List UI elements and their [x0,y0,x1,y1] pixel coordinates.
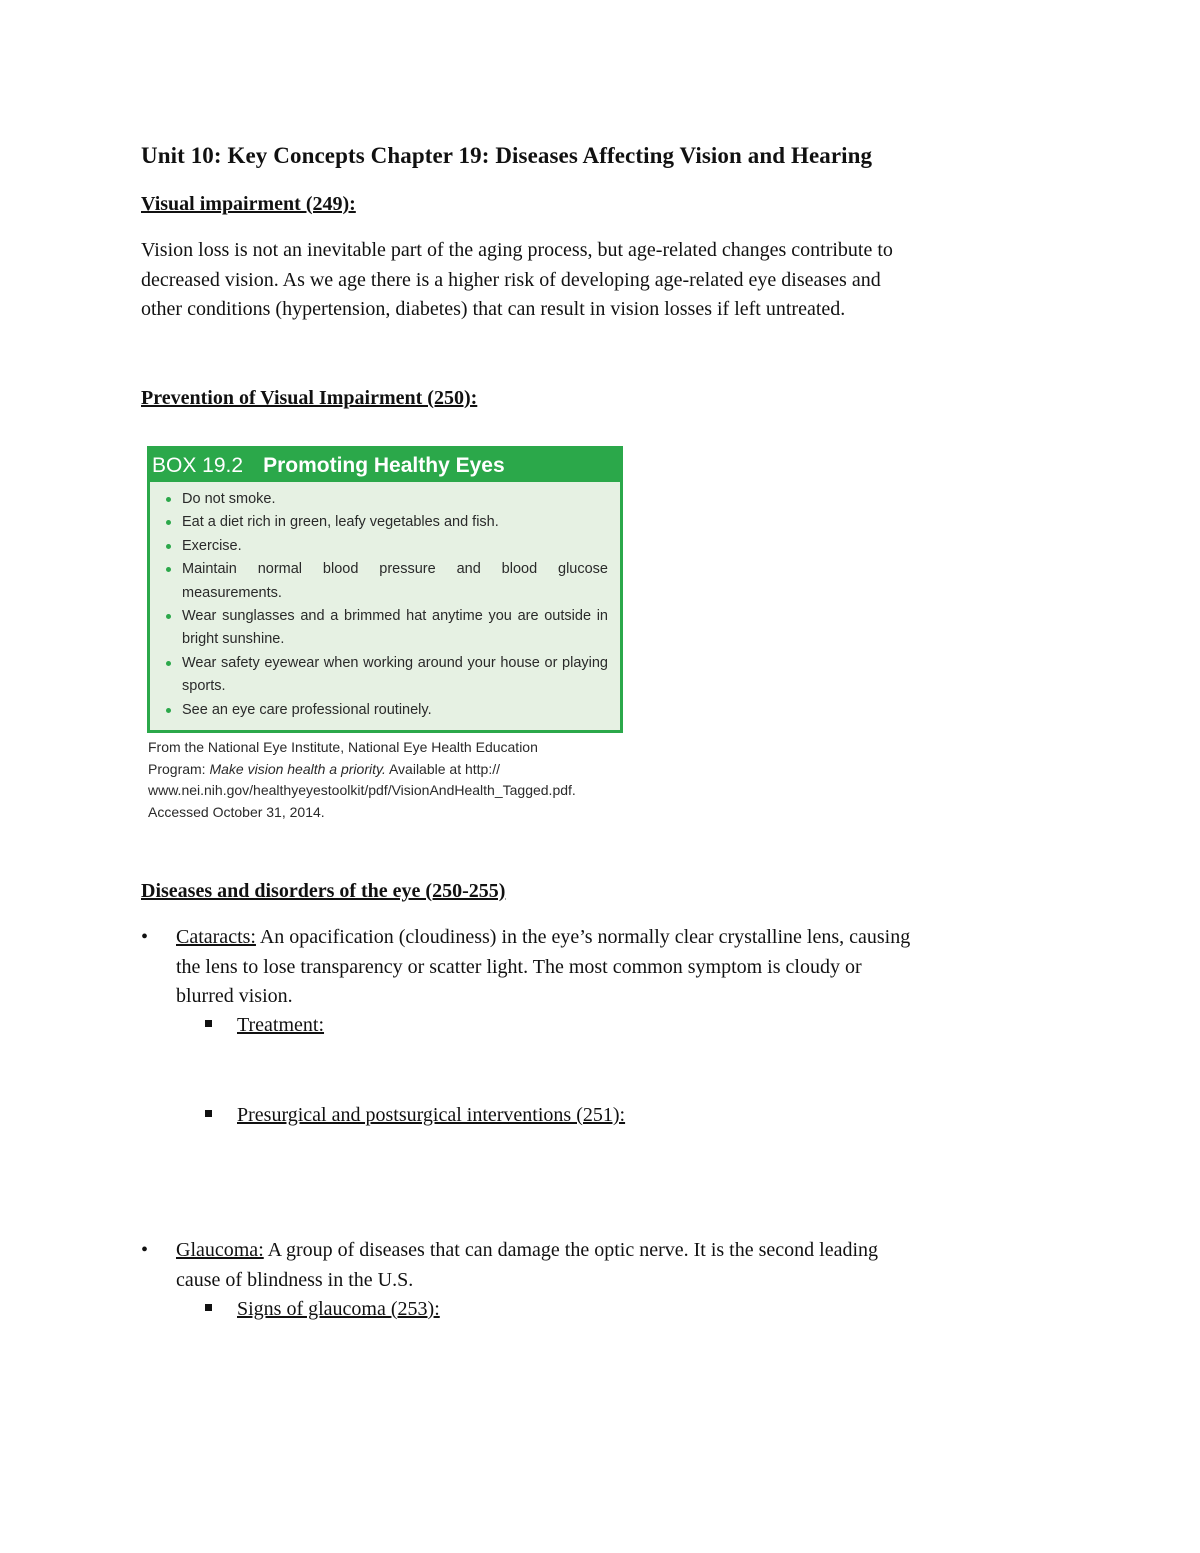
square-bullet-icon [205,1304,212,1311]
bullet-dot-icon [166,497,171,502]
citation-line: From the National Eye Institute, National Eye Health Education [148,739,538,755]
bullet-icon: • [141,1239,149,1261]
box-number: BOX 19.2 [152,454,244,477]
prevention-heading: Prevention of Visual Impairment (250): [141,387,478,409]
bullet-dot-icon [166,614,171,619]
list-item: Wear sunglasses and a brimmed hat anytime you are outside in bright sunshine. [164,605,608,652]
list-item: Eat a diet rich in green, leafy vegetables and fish. [164,511,608,534]
glaucoma-line: cause of blindness in the U.S. [176,1268,414,1291]
box-list [150,482,620,722]
cataracts-item [176,923,1056,1012]
citation-line: Accessed October 31, 2014. [148,803,325,820]
treatment-subitem: Treatment: [237,1014,325,1036]
interventions-subitem: Presurgical and postsurgical interventions (251): [237,1104,626,1126]
page-title: Unit 10: Key Concepts Chapter 19: Diseases Affecting Vision and Hearing [141,143,873,168]
bullet-dot-icon [166,544,171,549]
cataracts-line: the lens to lose transparency or scatter light. The most common symptom is cloudy or [176,955,862,978]
glaucoma-label: Glaucoma: [176,1239,264,1261]
bullet-dot-icon [166,567,171,572]
visual-impairment-paragraph [141,236,1061,325]
list-item: Do not smoke. [164,488,608,511]
bullet-dot-icon [166,661,171,666]
citation-line: Program: Make vision health a priority. Available at http:// [148,760,500,777]
cataracts-label: Cataracts: [176,926,256,948]
box-header [150,449,620,482]
paragraph-line: Vision loss is not an inevitable part of the aging process, but age-related changes contribute to [141,239,893,261]
promoting-healthy-eyes-box [147,446,623,733]
bullet-icon: • [141,926,149,948]
paragraph-line: other conditions (hypertension, diabetes) that can result in vision losses if left untreated. [141,298,846,320]
list-item: Wear safety eyewear when working around your house or playing sports. [164,652,608,699]
cataracts-line: Cataracts: An opacification (cloudiness) in the eye’s normally clear crystalline lens, causing [176,926,911,948]
glaucoma-item [176,1236,1056,1295]
list-item: Exercise. [164,535,608,558]
glaucoma-line: Glaucoma: A group of diseases that can damage the optic nerve. It is the second leading [176,1239,879,1261]
signs-of-glaucoma-subitem: Signs of glaucoma (253): [237,1298,440,1320]
bullet-dot-icon [166,520,171,525]
square-bullet-icon [205,1020,212,1027]
bullet-dot-icon [166,708,171,713]
citation-line: www.nei.nih.gov/healthyeyestoolkit/pdf/VisionAndHealth_Tagged.pdf. [148,782,576,798]
list-item: See an eye care professional routinely. [164,699,608,722]
box-title: Promoting Healthy Eyes [263,454,505,477]
paragraph-line: decreased vision. As we age there is a higher risk of developing age-related eye diseases and [141,268,881,291]
cataracts-line: blurred vision. [176,985,293,1007]
box-citation [148,737,618,823]
visual-impairment-heading: Visual impairment (249): [141,193,356,215]
list-item: Maintain normal blood pressure and blood glucose measurements. [164,558,608,605]
diseases-heading: Diseases and disorders of the eye (250-255) [141,880,506,902]
square-bullet-icon [205,1110,212,1117]
